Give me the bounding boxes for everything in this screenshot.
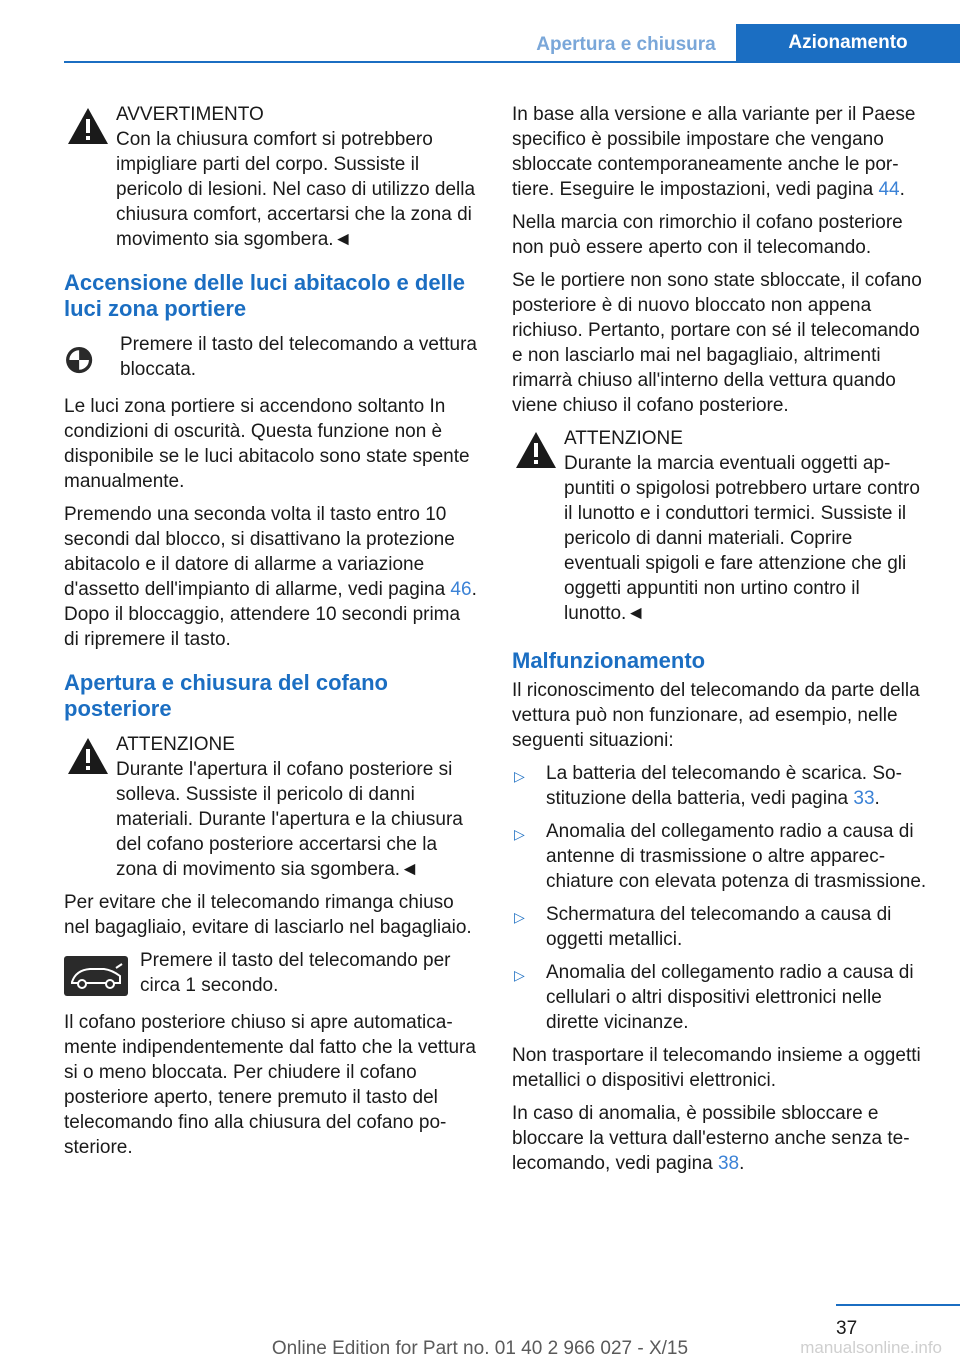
paragraph-door-unlock-setting: In base alla versione e alla variante per il Paese specifico è possibile impostare che vengano sbloccate contemporaneamente anche le portiere. Eseguire le impostazioni, vedi pagina 44. — [512, 104, 916, 200]
list-item: ▷ La batteria del telecomando è scarica. Sostituzione della batteria, vedi pagina 33. — [514, 763, 902, 809]
page-link-46[interactable]: 46 — [450, 579, 472, 600]
warning-sharp-objects — [512, 426, 927, 626]
paragraph-manual-unlock: In caso di anomalia, è possibile sbloccare e bloccare la vettura dall'esterno anche senza telecomando, vedi pagina 38. — [512, 1103, 910, 1174]
car-tailgate-button-icon — [64, 954, 128, 998]
heading-interior-lights: Accensione delle luci abitacolo e delle luci zona portiere — [64, 270, 466, 321]
page-link-38[interactable]: 38 — [717, 1153, 740, 1174]
remote-key-instruction — [64, 332, 479, 382]
warning-text: Durante la marcia eventuali oggetti appuntiti o spigolosi potrebbero urtare contro il lunotto e i conduttori termici. Sussiste il pericolo di danni materiali. Coprire eventuali spigoli e fare attenzione che gli oggetti appuntiti non urtino contro il lunotto.◄ — [564, 453, 920, 624]
tailgate-button-text: Premere il tasto del telecomando per circa 1 secondo. — [140, 950, 451, 996]
heading-tailgate: Apertura e chiusura del cofano posteriore — [64, 670, 388, 721]
warning-text: Durante l'apertura il cofano posteriore si solleva. Sussiste il pericolo di danni materiali. Durante l'apertura e la chiusura del cofano posteriore accertarsi che la zona di movimento sia sgombera.◄ — [116, 759, 463, 880]
triangle-bullet-icon: ▷ — [514, 826, 525, 842]
list-item: ▷ Anomalia del collegamento radio a causa di antenne di trasmissione o altre apparecchiature con elevata potenza di trasmissione. — [514, 821, 927, 892]
left-column — [64, 102, 479, 1168]
paragraph-tailgate-auto-open: Il cofano posteriore chiuso si apre automaticamente indipendentemente dal fatto che la vettura si o meno bloccata. Per chiudere il cofano posteriore aperto, tenere premuto il tasto del telecomando fino alla chiusura del cofano posteriore. — [64, 1012, 476, 1158]
page-link-44[interactable]: 44 — [878, 179, 900, 200]
paragraph-avoid-locking-key: Per evitare che il telecomando rimanga chiuso nel bagagliaio, evitare di lasciarlo nel bagagliaio. — [64, 892, 472, 938]
page-number: 37 — [836, 1318, 858, 1339]
warning-triangle-icon — [64, 736, 116, 778]
list-item: ▷ Schermatura del telecomando a causa di oggetti metallici. — [514, 904, 892, 950]
footer-rule — [836, 1304, 960, 1306]
triangle-bullet-icon: ▷ — [514, 768, 525, 784]
paragraph-door-lights: Le luci zona portiere si accendono soltanto In condizioni di oscurità. Questa funzione non è disponibile se le luci abitacolo sono state spente manualmente. — [64, 396, 470, 492]
watermark: manualsonline.info — [800, 1338, 942, 1357]
header-rule — [64, 61, 960, 63]
warning-triangle-icon — [64, 106, 116, 148]
paragraph-no-metal-objects: Non trasportare il telecomando insieme a oggetti metallici o dispositivi elettronici. — [512, 1045, 921, 1091]
warning-comfort-closing — [64, 102, 479, 252]
header-chapter-tab: Azionamento — [736, 24, 960, 62]
paragraph-doors-not-unlocked: Se le portiere non sono state sbloccate, il cofano posteriore è di nuovo bloccato non appena richiuso. Pertanto, portare con sé il telecomando e non lasciarlo mai nel bagagliaio, altrimenti rimarrà chiuso all'interno della vettura quando viene chiuso il cofano posteriore. — [512, 270, 922, 416]
paragraph-interior-protection: Premendo una seconda volta il tasto entro 10 secondi dal blocco, si disattivano la protezione abitacolo e il datore di allarme a variazione d'assetto dell'impianto di allarme, vedi pagina 46. Dopo il bloccaggio, attendere 10 secondi prima di ripremere il tasto. — [64, 504, 477, 650]
edition-line: Online Edition for Part no. 01 40 2 966 027 - X/15 — [271, 1338, 689, 1359]
list-item: ▷ Anomalia del collegamento radio a causa di cellulari o altri dispositivi elettronici nelle dirette vicinanze. — [514, 962, 914, 1033]
warning-title: ATTENZIONE — [116, 734, 235, 755]
triangle-bullet-icon: ▷ — [514, 967, 525, 983]
triangle-bullet-icon: ▷ — [514, 909, 525, 925]
malfunction-list — [512, 761, 927, 1035]
warning-triangle-icon — [512, 430, 564, 472]
tailgate-button-instruction — [64, 948, 479, 998]
header-section-title: Apertura e chiusura — [536, 34, 716, 55]
warning-title: AVVERTIMENTO — [116, 104, 264, 125]
heading-malfunction: Malfunzionamento — [512, 648, 706, 673]
paragraph-malfunction-intro: Il riconoscimento del telecomando da parte della vettura può non funzionare, ad esempio, nelle seguenti situazioni: — [512, 680, 920, 751]
page-link-33[interactable]: 33 — [853, 788, 875, 809]
warning-title: ATTENZIONE — [564, 428, 683, 449]
warning-tailgate-opening — [64, 732, 479, 882]
right-column — [512, 102, 927, 1184]
warning-text: Con la chiusura comfort si potrebbero impigliare parti del corpo. Sussiste il pericolo di lesioni. Nel caso di utilizzo della chiusura comfort, accertarsi che la zona di movimento sia sgombera.◄ — [116, 129, 476, 250]
bmw-logo-button-icon — [64, 338, 108, 382]
paragraph-trailer: Nella marcia con rimorchio il cofano posteriore non può essere aperto con il telecomando. — [512, 212, 903, 258]
remote-key-text: Premere il tasto del telecomando a vettura bloccata. — [120, 334, 477, 380]
